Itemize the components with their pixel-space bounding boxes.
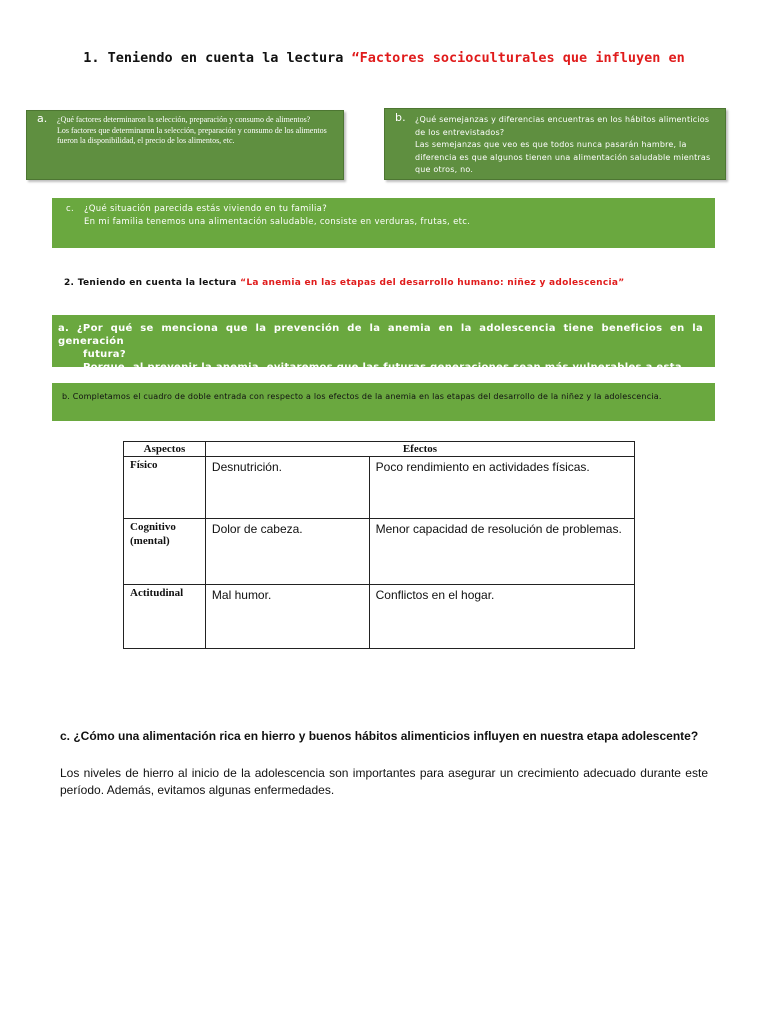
aspect-cell: Cognitivo (mental) bbox=[124, 519, 206, 585]
aspect-cell: Físico bbox=[124, 457, 206, 519]
question-2b-text: b. Completamos el cuadro de doble entrada con respecto a los efectos de la anemia en las etapas del desarrollo de la niñez y la adolescencia. bbox=[62, 392, 662, 401]
section-2-title bbox=[64, 278, 624, 288]
table-row bbox=[124, 519, 635, 585]
effect-cell: Menor capacidad de resolución de problemas. bbox=[369, 519, 634, 585]
question-2a-text-cont: futura? bbox=[83, 349, 126, 360]
effect-cell: Desnutrición. bbox=[205, 457, 369, 519]
effect-cell: Mal humor. bbox=[205, 585, 369, 649]
header-aspects: Aspectos bbox=[124, 442, 206, 457]
answer-2c-text: Los niveles de hierro al inicio de la adolescencia son importantes para asegurar un crecimiento adecuado durante este período. Además, evitamos algunas enfermedades. bbox=[60, 766, 708, 797]
table-row bbox=[124, 457, 635, 519]
question-1a-text: ¿Qué factores determinaron la selección, preparación y consumo de alimentos? bbox=[57, 115, 311, 124]
question-2a-text: a. ¿Por qué se menciona que la prevención de la anemia en la adolescencia tiene beneficios en la generación bbox=[58, 323, 703, 347]
section-1-title bbox=[0, 50, 768, 66]
question-1c-letter: c. bbox=[66, 204, 74, 214]
section-2-title-prefix: 2. Teniendo en cuenta la lectura bbox=[64, 278, 241, 288]
question-1a-box bbox=[26, 110, 344, 180]
effect-cell: Dolor de cabeza. bbox=[205, 519, 369, 585]
answer-2a-text: Porque, al prevenir la anemia, evitaremos que las futuras generaciones sean más vulnerables a esta bbox=[83, 362, 682, 373]
table-header-row bbox=[124, 442, 635, 457]
question-1c-text: ¿Qué situación parecida estás viviendo en tu familia? bbox=[84, 204, 328, 214]
question-2c-text: c. ¿Cómo una alimentación rica en hierro y buenos hábitos alimenticios influyen en nuestra etapa adolescente? bbox=[60, 729, 699, 743]
answer-1b-text: Las semejanzas que veo es que todos nunca pasarán hambre, la diferencia es que algunos tienen una alimentación saludable mientras que otros, no. bbox=[415, 140, 711, 174]
answer-1a-text: Los factores que determinaron la selección, preparación y consumo de los alimentos fueron la disponibilidad, el precio de los alimentos, etc. bbox=[57, 125, 327, 145]
section-1-title-reading: “Factores socioculturales que influyen en bbox=[351, 50, 685, 66]
table-row bbox=[124, 585, 635, 649]
effects-table bbox=[123, 441, 635, 649]
section-1-title-prefix: 1. Teniendo en cuenta la lectura bbox=[83, 50, 352, 66]
aspect-cell: Actitudinal bbox=[124, 585, 206, 649]
question-1b-text: ¿Qué semejanzas y diferencias encuentras en los hábitos alimenticios de los entrevistados? bbox=[415, 115, 710, 137]
question-1a-letter: a. bbox=[37, 112, 48, 125]
question-1c-box bbox=[52, 198, 715, 248]
question-1b-letter: b. bbox=[395, 111, 406, 124]
question-2a-box bbox=[52, 315, 715, 373]
effect-cell: Poco rendimiento en actividades físicas. bbox=[369, 457, 634, 519]
question-1b-box bbox=[384, 108, 726, 180]
header-effects: Efectos bbox=[205, 442, 634, 457]
question-2b-box bbox=[52, 383, 715, 421]
answer-1c-text: En mi familia tenemos una alimentación saludable, consiste en verduras, frutas, etc. bbox=[84, 217, 471, 227]
effect-cell: Conflictos en el hogar. bbox=[369, 585, 634, 649]
section-2-title-reading: “La anemia en las etapas del desarrollo humano: niñez y adolescencia” bbox=[240, 278, 625, 288]
